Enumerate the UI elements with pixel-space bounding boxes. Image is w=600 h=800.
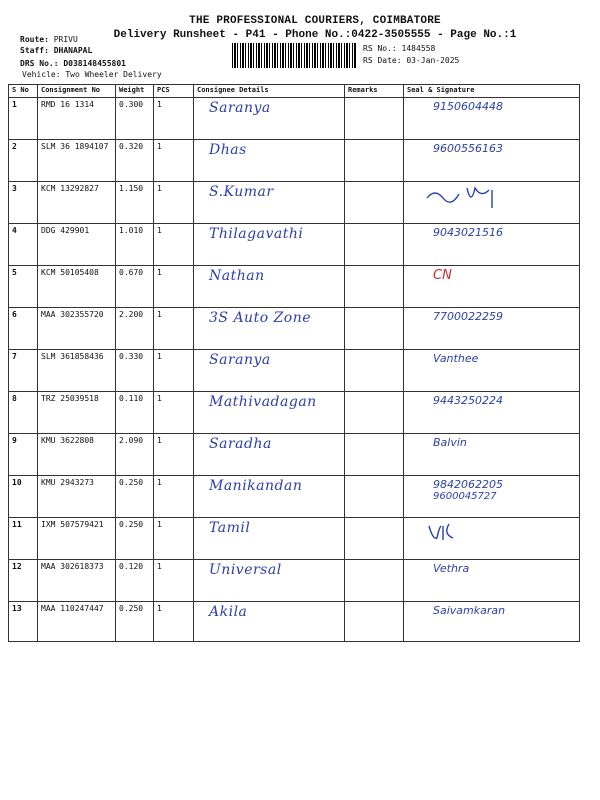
row-remarks [345,350,404,392]
row-consignment: MAA 302355720 [38,308,116,350]
signature-handwriting: Vanthee [433,352,479,365]
row-consignment: KCM 13292827 [38,182,116,224]
row-weight: 2.200 [116,308,154,350]
row-remarks [345,98,404,140]
route-value: PRIVU [53,35,78,44]
consignee-handwriting: Thilagavathi [209,226,304,242]
row-remarks [345,392,404,434]
table-row [9,392,580,434]
row-weight: 1.150 [116,182,154,224]
row-sno: 13 [9,602,38,642]
table-row [9,476,580,518]
row-consignee [194,224,345,266]
row-remarks [345,518,404,560]
consignee-handwriting: S.Kumar [209,184,274,200]
row-pcs: 1 [154,392,194,434]
table-row [9,350,580,392]
row-pcs: 1 [154,560,194,602]
row-consignee [194,560,345,602]
route-line [20,35,78,44]
row-signature [404,266,580,308]
signature-handwriting: Saivamkaran [433,604,506,617]
row-pcs: 1 [154,98,194,140]
row-remarks [345,560,404,602]
col-consignment: Consignment No [38,85,116,98]
consignee-handwriting: 3S Auto Zone [209,310,312,326]
row-sno: 10 [9,476,38,518]
barcode [232,43,356,68]
row-remarks [345,308,404,350]
row-sno: 7 [9,350,38,392]
row-weight: 0.250 [116,518,154,560]
row-consignment: KMU 2943273 [38,476,116,518]
table-row [9,602,580,642]
row-sno: 2 [9,140,38,182]
row-consignee [194,434,345,476]
row-pcs: 1 [154,224,194,266]
company-name: THE PROFESSIONAL COURIERS, COIMBATORE [189,15,441,27]
row-weight: 0.300 [116,98,154,140]
row-consignee [194,602,345,642]
consignee-handwriting: Akila [209,604,248,620]
runsheet-title: Delivery Runsheet - P41 - Phone No.:0422-3505555 - Page No.:1 [113,29,517,41]
table-row [9,224,580,266]
row-signature [404,518,580,560]
row-sno: 5 [9,266,38,308]
table-header-row [9,85,580,98]
rs-no-label: RS No.: [363,44,397,53]
row-signature [404,140,580,182]
row-weight: 2.090 [116,434,154,476]
row-consignee [194,350,345,392]
table-row [9,308,580,350]
row-weight: 0.320 [116,140,154,182]
signature-handwriting: 9842062205 [433,478,503,491]
drs-line [20,59,126,68]
runsheet-table [8,84,580,642]
row-weight: 0.120 [116,560,154,602]
row-weight: 0.250 [116,476,154,518]
row-remarks [345,434,404,476]
signature-handwriting: 9443250224 [433,394,503,407]
consignee-handwriting: Manikandan [209,478,303,494]
row-consignment: KCM 50105408 [38,266,116,308]
col-sno: S No [9,85,38,98]
signature-handwriting: CN [433,268,452,283]
staff-value: DHANAPAL [53,46,93,55]
row-consignment: DDG 429901 [38,224,116,266]
signature-handwriting: 9043021516 [433,226,503,239]
row-signature [404,224,580,266]
row-pcs: 1 [154,518,194,560]
row-consignee [194,392,345,434]
row-signature [404,602,580,642]
row-signature [404,98,580,140]
row-consignee [194,140,345,182]
row-consignment: KMU 3622808 [38,434,116,476]
row-sno: 11 [9,518,38,560]
row-pcs: 1 [154,266,194,308]
signature-handwriting: Balvin [433,436,467,449]
row-sno: 9 [9,434,38,476]
consignee-handwriting: Dhas [209,142,247,158]
rs-no-line [363,44,435,53]
signature-scribble [407,520,557,546]
row-remarks [345,476,404,518]
signature-handwriting: 7700022259 [433,310,503,323]
row-sno: 8 [9,392,38,434]
row-pcs: 1 [154,350,194,392]
vehicle-label: Vehicle: [22,70,61,79]
signature-handwriting: 9150604448 [433,100,503,113]
row-sno: 3 [9,182,38,224]
row-consignee [194,266,345,308]
row-weight: 0.330 [116,350,154,392]
consignee-handwriting: Nathan [209,268,265,284]
row-pcs: 1 [154,476,194,518]
row-remarks [345,182,404,224]
col-consignee: Consignee Details [194,85,345,98]
row-weight: 0.110 [116,392,154,434]
row-consignee [194,308,345,350]
row-signature [404,560,580,602]
col-signature: Seal & Signature [404,85,580,98]
signature-handwriting: Vethra [433,562,470,575]
staff-label: Staff: [20,46,49,55]
row-remarks [345,266,404,308]
row-signature [404,308,580,350]
row-sno: 6 [9,308,38,350]
signature-handwriting-extra: 9600045727 [433,491,497,502]
consignee-handwriting: Saranya [209,100,271,116]
drs-value: D038148455801 [63,59,126,68]
row-remarks [345,140,404,182]
row-pcs: 1 [154,602,194,642]
row-consignment: RMD 16 1314 [38,98,116,140]
row-consignment: TRZ 25039518 [38,392,116,434]
row-consignment: SLM 361858436 [38,350,116,392]
col-remarks: Remarks [345,85,404,98]
consignee-handwriting: Saranya [209,352,271,368]
row-pcs: 1 [154,140,194,182]
consignee-handwriting: Universal [209,562,282,578]
row-consignment: MAA 302618373 [38,560,116,602]
row-sno: 12 [9,560,38,602]
row-consignment: IXM 507579421 [38,518,116,560]
row-weight: 0.250 [116,602,154,642]
consignee-handwriting: Tamil [209,520,251,536]
col-weight: Weight [116,85,154,98]
row-signature [404,350,580,392]
consignee-handwriting: Mathivadagan [209,394,317,410]
row-sno: 1 [9,98,38,140]
row-pcs: 1 [154,434,194,476]
rs-no-value: 1484558 [401,44,436,53]
row-consignee [194,98,345,140]
table-row [9,98,580,140]
row-consignment: MAA 110247447 [38,602,116,642]
consignee-handwriting: Saradha [209,436,272,452]
row-signature [404,476,580,518]
signature-scribble [407,184,557,210]
row-consignment: SLM 36 1894107 [38,140,116,182]
row-remarks [345,602,404,642]
table-row [9,560,580,602]
rs-date-value: 03-Jan-2025 [406,56,460,65]
row-pcs: 1 [154,182,194,224]
row-consignee [194,182,345,224]
row-remarks [345,224,404,266]
signature-handwriting: 9600556163 [433,142,503,155]
row-consignee [194,476,345,518]
rs-date-line [363,56,459,65]
vehicle-line [22,70,162,79]
rs-date-label: RS Date: [363,56,402,65]
table-row [9,434,580,476]
table-row [9,266,580,308]
drs-label: DRS No.: [20,59,59,68]
row-signature [404,392,580,434]
row-sno: 4 [9,224,38,266]
staff-line [20,46,92,55]
col-pcs: PCS [154,85,194,98]
row-signature [404,182,580,224]
row-consignee [194,518,345,560]
vehicle-value: Two Wheeler Delivery [65,70,162,79]
row-weight: 0.670 [116,266,154,308]
table-row [9,182,580,224]
table-row [9,518,580,560]
table-row [9,140,580,182]
row-weight: 1.010 [116,224,154,266]
row-signature [404,434,580,476]
row-pcs: 1 [154,308,194,350]
route-label: Route: [20,35,49,44]
